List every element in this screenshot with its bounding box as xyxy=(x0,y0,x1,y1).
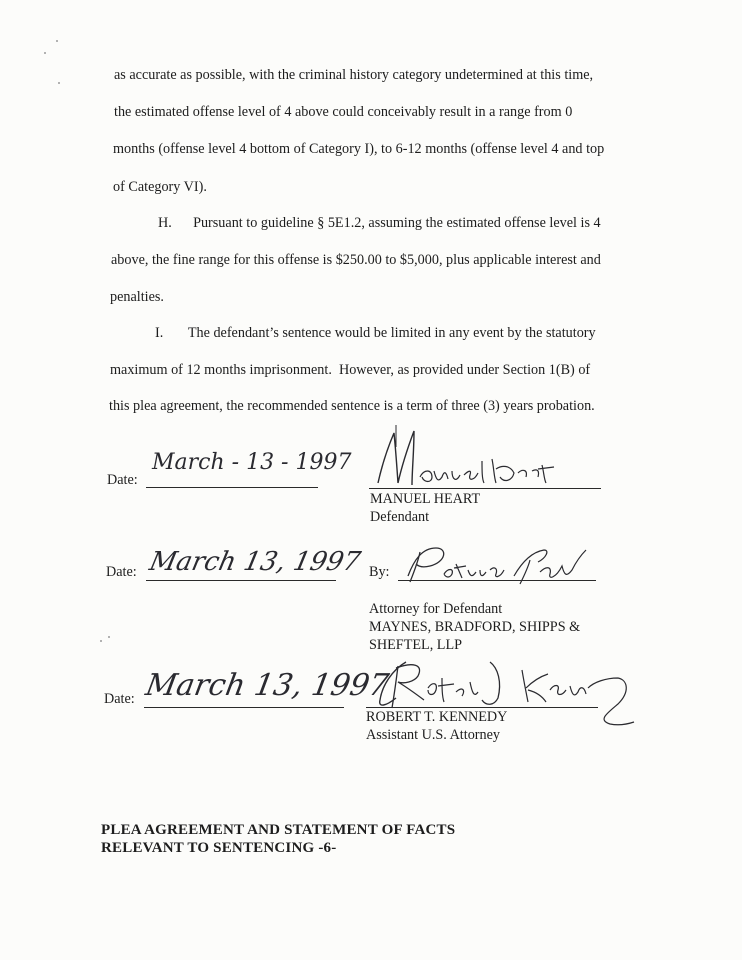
attorney-role: Attorney for Defendant xyxy=(369,601,503,617)
body-line-6: above, the fine range for this offense is $250.00 to $5,000, plus applicable interest and xyxy=(111,252,601,268)
scan-speck xyxy=(108,636,110,638)
body-line-5: H. Pursuant to guideline § 5E1.2, assuming the estimated offense level is 4 xyxy=(158,215,601,231)
attorney-date-line xyxy=(146,580,336,581)
attorney-firm-line2: SHEFTEL, LLP xyxy=(369,637,463,653)
scan-speck xyxy=(56,40,58,42)
scan-speck xyxy=(100,640,102,642)
body-line-9: maximum of 12 months imprisonment. However, as provided under Section 1(B) of xyxy=(110,362,591,378)
prosecutor-date-line xyxy=(144,707,344,708)
defendant-date-line xyxy=(146,487,318,488)
scan-speck xyxy=(44,52,46,54)
prosecutor-name: ROBERT T. KENNEDY xyxy=(366,709,508,725)
body-line-7: penalties. xyxy=(110,289,164,305)
body-line-1: as accurate as possible, with the criminal history category undetermined at this time, xyxy=(114,67,594,83)
body-line-10: this plea agreement, the recommended sentence is a term of three (3) years probation. xyxy=(109,398,595,414)
defendant-date-label: Date: xyxy=(107,472,138,488)
defendant-signature xyxy=(372,425,572,491)
attorney-date-label: Date: xyxy=(106,564,137,580)
defendant-date-handwritten: March - 13 - 1997 xyxy=(152,450,352,475)
defendant-role: Defendant xyxy=(370,509,430,525)
footer-title-line1: PLEA AGREEMENT AND STATEMENT OF FACTS xyxy=(101,822,456,838)
footer-title-line2: RELEVANT TO SENTENCING -6- xyxy=(101,840,337,856)
defendant-name: MANUEL HEART xyxy=(370,491,481,507)
body-line-3: months (offense level 4 bottom of Category I), to 6-12 months (offense level 4 and top xyxy=(113,141,605,157)
attorney-date-handwritten: March 13, 1997 xyxy=(146,547,364,577)
prosecutor-role: Assistant U.S. Attorney xyxy=(366,727,500,743)
attorney-signature xyxy=(400,540,600,590)
body-line-4: of Category VI). xyxy=(113,179,207,195)
prosecutor-date-label: Date: xyxy=(104,691,135,707)
body-line-8: I. The defendant’s sentence would be limited in any event by the statutory xyxy=(155,325,596,341)
body-line-2: the estimated offense level of 4 above could conceivably result in a range from 0 xyxy=(114,104,573,120)
attorney-by-label: By: xyxy=(369,564,390,580)
scan-speck xyxy=(58,82,60,84)
attorney-firm-line1: MAYNES, BRADFORD, SHIPPS & xyxy=(369,619,581,635)
prosecutor-date-handwritten: March 13, 1997 xyxy=(142,668,392,703)
